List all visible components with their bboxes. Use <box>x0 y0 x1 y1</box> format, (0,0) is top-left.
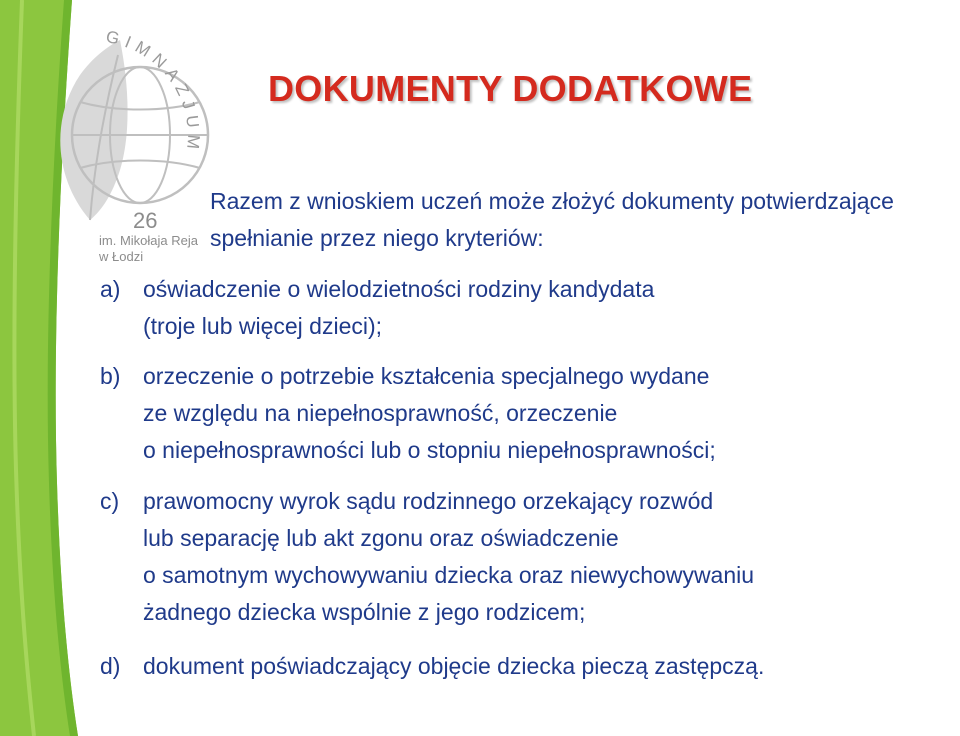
logo-patron: im. Mikołaja Reja <box>99 233 198 248</box>
list-marker: a) <box>100 276 121 302</box>
logo-city: w Łodzi <box>99 249 144 264</box>
page-title: DOKUMENTY DODATKOWE <box>268 68 753 109</box>
list-item-text: orzeczenie o potrzebie kształcenia specjalnego wydane ze względu na niepełnosprawność, orzeczenie o niepełnosprawności lub o stopniu niepełnosprawności; <box>143 363 716 463</box>
intro-paragraph: Razem z wnioskiem uczeń może złożyć dokumenty potwierdzające spełnianie przez niego kryteriów: <box>210 188 894 251</box>
logo-arc-text: GIMNAZJUM <box>104 26 204 156</box>
list-item-text: dokument poświadczający objęcie dziecka pieczą zastępczą. <box>143 653 765 679</box>
logo-number: 26 <box>133 208 158 233</box>
list-item-text: oświadczenie o wielodzietności rodziny kandydata (troje lub więcej dzieci); <box>143 276 655 339</box>
list-marker: b) <box>100 363 121 389</box>
list-marker: d) <box>100 653 121 679</box>
list-marker: c) <box>100 488 120 514</box>
list-item-text: prawomocny wyrok sądu rodzinnego orzekający rozwód lub separację lub akt zgonu oraz oświadczenie o samotnym wychowywaniu dziecka oraz niewychowywaniu żadnego dziecka wspólnie z jego rodzicem; <box>143 488 755 625</box>
